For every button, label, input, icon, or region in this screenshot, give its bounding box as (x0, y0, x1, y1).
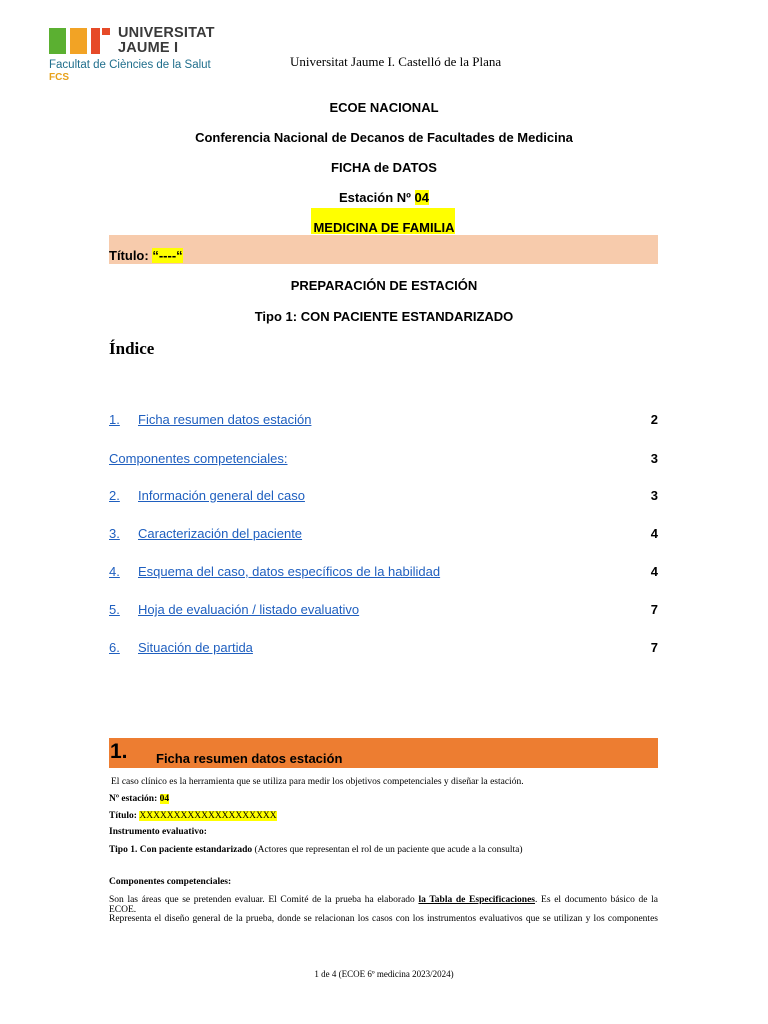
tipo-description: (Actores que representan el rol de un paciente que acude a la consulta) (252, 845, 523, 855)
station-number-value: 04 (159, 794, 170, 804)
station-number-label: Nº estación: (109, 794, 160, 804)
titulo-label: Título: (109, 248, 153, 263)
toc-link[interactable]: Situación de partida (138, 640, 253, 655)
competences-paragraph-line-2: Representa el diseño general de la prueba, donde se relacionan los casos con los instrumentos evaluativos que se utilizan y los componentes (109, 914, 658, 924)
titulo-field-value: XXXXXXXXXXXXXXXXXXXX (139, 811, 277, 821)
index-heading: Índice (109, 339, 155, 358)
specifications-table-reference: la Tabla de Especificaciones (418, 895, 535, 905)
toc-number[interactable]: 6. (109, 640, 120, 655)
titulo-field-line (109, 811, 277, 821)
toc-page: 7 (650, 640, 658, 655)
tipo-line (109, 845, 523, 855)
toc-link[interactable]: Información general del caso (138, 488, 305, 503)
titulo-field-label: Título: (109, 811, 140, 821)
logo-university-name: UNIVERSITAT JAUME I (118, 25, 215, 56)
toc-number[interactable]: 4. (109, 564, 120, 579)
toc-link[interactable]: Caracterización del paciente (138, 526, 303, 541)
station-type: Tipo 1: CON PACIENTE ESTANDARIZADO (254, 309, 514, 324)
toc-link[interactable]: Ficha resumen datos estación (138, 412, 312, 427)
station-number: 04 (414, 190, 429, 205)
toc-number[interactable]: 5. (109, 602, 120, 617)
section-title: Ficha resumen datos estación (156, 751, 343, 766)
page-footer: 1 de 4 (ECOE 6º medicina 2023/2024) (314, 969, 454, 979)
conference-title: Conferencia Nacional de Decanos de Facultades de Medicina (195, 130, 573, 145)
toc-page: 2 (650, 412, 658, 427)
station-prefix: Estación Nº (338, 190, 415, 205)
toc-page: 3 (650, 451, 658, 466)
exam-title: ECOE NACIONAL (329, 100, 439, 115)
toc-page: 4 (650, 564, 658, 579)
toc-page: 3 (650, 488, 658, 503)
toc-number[interactable]: 3. (109, 526, 120, 541)
toc-number[interactable]: 2. (109, 488, 120, 503)
header-institution: Universitat Jaume I. Castelló de la Plana (290, 54, 502, 69)
university-logo-mark (49, 28, 111, 54)
station-line (0, 190, 768, 205)
preparation-title: PREPARACIÓN DE ESTACIÓN (290, 278, 478, 293)
toc-page: 4 (650, 526, 658, 541)
logo-faculty-acronym: FCS (49, 72, 69, 83)
titulo-band (109, 235, 658, 264)
toc-link[interactable]: Esquema del caso, datos específicos de la habilidad (138, 564, 441, 579)
toc-link[interactable]: Componentes competenciales: (109, 451, 288, 466)
titulo-line (109, 248, 183, 263)
competences-paragraph-line-1: Son las áreas que se pretenden evaluar. El Comité de la prueba ha elaborado la Tabla de Especificaciones. Es el documento básico de la ECOE. (109, 895, 658, 915)
logo-faculty-name: Facultat de Ciències de la Salut (49, 59, 211, 71)
toc-page: 7 (650, 602, 658, 617)
toc-number[interactable]: 1. (109, 412, 120, 427)
document-type: FICHA de DATOS (331, 160, 437, 175)
competences-heading: Componentes competenciales: (109, 877, 232, 887)
specialty-title: MEDICINA DE FAMILIA (313, 220, 455, 235)
instrument-label: Instrumento evaluativo: (109, 827, 207, 837)
section-number: 1. (110, 740, 128, 763)
station-number-line (109, 794, 169, 804)
section-intro: El caso clínico es la herramienta que se utiliza para medir los objetivos competenciales y diseñar la estación. (111, 777, 524, 787)
toc-link[interactable]: Hoja de evaluación / listado evaluativo (138, 602, 360, 617)
tipo-bold: Tipo 1. Con paciente estandarizado (109, 845, 253, 855)
titulo-value: “----“ (152, 248, 183, 263)
